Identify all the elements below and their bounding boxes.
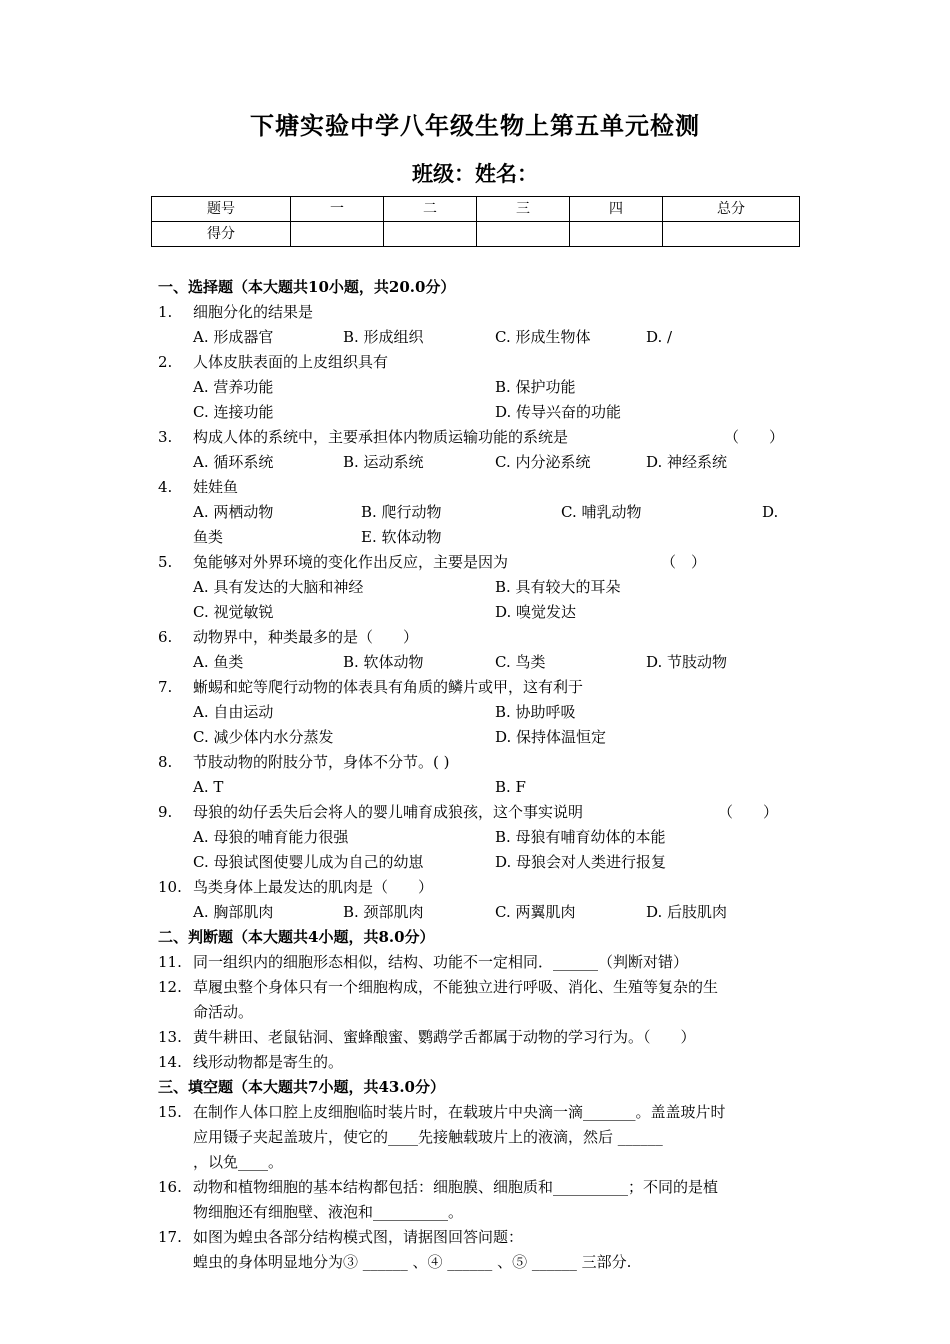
question-number: 1. — [158, 303, 173, 321]
header-cell: 总分 — [663, 197, 800, 222]
question-3-options — [158, 450, 798, 475]
question-number: 8. — [158, 753, 173, 771]
question-text: 母狼的幼仔丢失后会将人的婴儿哺育成狼孩，这个事实说明 — [193, 803, 584, 821]
question-number: 5. — [158, 553, 173, 571]
option-c[interactable]: C. 形成生物体 — [495, 328, 591, 346]
question-text: 鸟类身体上最发达的肌肉是（ ） — [193, 878, 434, 896]
question-16 — [158, 1175, 798, 1200]
option-a[interactable]: A. T — [193, 778, 224, 796]
option-c[interactable]: C. 哺乳动物 — [561, 503, 642, 521]
question-6 — [158, 625, 798, 650]
question-text-continued: ，以免____。 — [193, 1153, 284, 1171]
question-16-continued — [158, 1200, 798, 1225]
question-number: 7. — [158, 678, 173, 696]
question-11 — [158, 950, 798, 975]
question-15-continued — [158, 1125, 798, 1150]
question-number: 10. — [158, 878, 182, 896]
answer-paren: （ ） — [661, 553, 707, 571]
question-text-continued: 应用镊子夹起盖玻片，使它的____先接触载玻片上的液滴，然后 ______ — [193, 1128, 663, 1146]
question-text: 细胞分化的结果是 — [193, 303, 314, 321]
option-c[interactable]: C. 视觉敏锐 — [193, 603, 274, 621]
question-number: 16. — [158, 1178, 182, 1196]
option-c[interactable]: C. 减少体内水分蒸发 — [193, 728, 334, 746]
header-cell: 题号 — [152, 197, 291, 222]
option-c[interactable]: C. 两翼肌肉 — [495, 903, 576, 921]
question-number: 4. — [158, 478, 173, 496]
question-9 — [158, 800, 798, 825]
option-e[interactable]: E. 软体动物 — [361, 528, 442, 546]
option-a[interactable]: A. 形成器官 — [193, 328, 274, 346]
question-list — [158, 275, 798, 1275]
option-d[interactable]: D. 嗅觉发达 — [495, 603, 577, 621]
question-text: 节肢动物的附肢分节，身体不分节。( ) — [193, 753, 450, 771]
question-1-options — [158, 325, 798, 350]
option-a[interactable]: A. 母狼的哺育能力很强 — [193, 828, 349, 846]
option-d[interactable]: D. 母狼会对人类进行报复 — [495, 853, 667, 871]
question-number: 11. — [158, 953, 182, 971]
question-7 — [158, 675, 798, 700]
question-1 — [158, 300, 798, 325]
option-c[interactable]: C. 鸟类 — [495, 653, 546, 671]
question-number: 17. — [158, 1228, 182, 1246]
option-a[interactable]: A. 鱼类 — [193, 653, 244, 671]
option-a[interactable]: A. 胸部肌肉 — [193, 903, 274, 921]
question-number: 13. — [158, 1028, 182, 1046]
question-text: 构成人体的系统中，主要承担体内物质运输功能的系统是 — [193, 428, 569, 446]
section-heading-judge: 二、判断题（本大题共4小题，共8.0分） — [158, 928, 435, 946]
option-d-text: 鱼类 — [193, 528, 224, 546]
question-text: 人体皮肤表面的上皮组织具有 — [193, 353, 389, 371]
question-10 — [158, 875, 798, 900]
question-number: 14. — [158, 1053, 182, 1071]
question-4-options-row2 — [158, 525, 798, 550]
question-2-options-row2 — [158, 400, 798, 425]
question-3 — [158, 425, 798, 450]
option-d[interactable]: D. 节肢动物 — [646, 653, 728, 671]
question-text: 动物界中，种类最多的是（ ） — [193, 628, 419, 646]
score-cell[interactable] — [291, 222, 384, 247]
option-b[interactable]: B. 具有较大的耳朵 — [495, 578, 621, 596]
option-b[interactable]: B. F — [495, 778, 526, 796]
question-text-continued: 命活动。 — [193, 1003, 254, 1021]
option-b[interactable]: B. 运动系统 — [343, 453, 424, 471]
question-text: 蜥蜴和蛇等爬行动物的体表具有角质的鳞片或甲，这有利于 — [193, 678, 584, 696]
question-5 — [158, 550, 798, 575]
question-text: 如图为蝗虫各部分结构模式图，请据图回答问题： — [193, 1228, 524, 1246]
option-d[interactable]: D. 后肢肌肉 — [646, 903, 728, 921]
option-b[interactable]: B. 母狼有哺育幼体的本能 — [495, 828, 666, 846]
question-text-continued: 物细胞还有细胞壁、液泡和__________。 — [193, 1203, 464, 1221]
option-b[interactable]: B. 爬行动物 — [361, 503, 442, 521]
page-title: 下塘实验中学八年级生物上第五单元检测 — [250, 111, 700, 140]
question-text: 动物和植物细胞的基本结构都包括：细胞膜、细胞质和__________；不同的是植 — [193, 1178, 719, 1196]
option-b[interactable]: B. 颈部肌肉 — [343, 903, 424, 921]
question-6-options — [158, 650, 798, 675]
option-c[interactable]: C. 连接功能 — [193, 403, 274, 421]
option-d[interactable]: D. 保持体温恒定 — [495, 728, 607, 746]
option-c[interactable]: C. 母狼试图使婴儿成为自己的幼崽 — [193, 853, 424, 871]
question-4-options-row1 — [158, 500, 798, 525]
option-d[interactable]: D. 神经系统 — [646, 453, 728, 471]
question-text: 黄牛耕田、老鼠钻洞、蜜蜂酿蜜、鹦鹉学舌都属于动物的学习行为。（ ） — [193, 1028, 696, 1046]
answer-paren: （ ） — [718, 803, 779, 821]
option-d[interactable]: D. — [762, 503, 779, 521]
row-label-cell: 得分 — [152, 222, 291, 247]
question-7-options-row1 — [158, 700, 798, 725]
question-15 — [158, 1100, 798, 1125]
header-cell: 一 — [291, 197, 384, 222]
question-10-options — [158, 900, 798, 925]
option-a[interactable]: A. 营养功能 — [193, 378, 274, 396]
question-text: 兔能够对外界环境的变化作出反应，主要是因为 — [193, 553, 509, 571]
question-number: 12. — [158, 978, 182, 996]
option-b[interactable]: B. 协助呼吸 — [495, 703, 576, 721]
score-table-score-row — [152, 222, 800, 247]
header-cell: 二 — [384, 197, 477, 222]
header-cell: 四 — [570, 197, 663, 222]
question-text: 在制作人体口腔上皮细胞临时装片时，在载玻片中央滴一滴_______。盖盖玻片时 — [193, 1103, 726, 1121]
option-d[interactable]: D. / — [646, 328, 673, 346]
option-a[interactable]: A. 具有发达的大脑和神经 — [193, 578, 364, 596]
question-5-options-row2 — [158, 600, 798, 625]
question-text: 线形动物都是寄生的。 — [193, 1053, 344, 1071]
question-17-continued — [158, 1250, 798, 1275]
answer-paren: （ ） — [724, 428, 785, 446]
class-name-line: 班级：姓名： — [412, 161, 538, 186]
question-text: 同一组织内的细胞形态相似，结构、功能不一定相同．______（判断对错） — [193, 953, 689, 971]
question-12-continued — [158, 1000, 798, 1025]
option-b[interactable]: B. 软体动物 — [343, 653, 424, 671]
question-text-continued: 蝗虫的身体明显地分为③ ______ 、④ ______ 、⑤ ______ 三部分. — [193, 1253, 632, 1271]
question-number: 15. — [158, 1103, 182, 1121]
question-text: 草履虫整个身体只有一个细胞构成，不能独立进行呼吸、消化、生殖等复杂的生 — [193, 978, 719, 996]
question-12 — [158, 975, 798, 1000]
header-cell: 三 — [477, 197, 570, 222]
question-17 — [158, 1225, 798, 1250]
option-a[interactable]: A. 循环系统 — [193, 453, 274, 471]
option-a[interactable]: A. 自由运动 — [193, 703, 274, 721]
question-5-options-row1 — [158, 575, 798, 600]
question-13 — [158, 1025, 798, 1050]
question-9-options-row2 — [158, 850, 798, 875]
question-14 — [158, 1050, 798, 1075]
question-number: 6. — [158, 628, 173, 646]
question-15-continued-2 — [158, 1150, 798, 1175]
question-2-options-row1 — [158, 375, 798, 400]
option-d[interactable]: D. 传导兴奋的功能 — [495, 403, 622, 421]
question-8-options — [158, 775, 798, 800]
question-text: 娃娃鱼 — [193, 478, 239, 496]
option-b[interactable]: B. 形成组织 — [343, 328, 424, 346]
question-4 — [158, 475, 798, 500]
section-heading-choice: 一、选择题（本大题共10小题，共20.0分） — [158, 278, 456, 296]
score-cell[interactable] — [663, 222, 800, 247]
question-9-options-row1 — [158, 825, 798, 850]
option-c[interactable]: C. 内分泌系统 — [495, 453, 591, 471]
score-cell[interactable] — [570, 222, 663, 247]
question-8 — [158, 750, 798, 775]
score-cell[interactable] — [477, 222, 570, 247]
question-number: 9. — [158, 803, 173, 821]
question-number: 3. — [158, 428, 173, 446]
question-7-options-row2 — [158, 725, 798, 750]
question-2 — [158, 350, 798, 375]
score-table-header-row — [152, 197, 800, 222]
section-heading-fill: 三、填空题（本大题共7小题，共43.0分） — [158, 1078, 445, 1096]
option-a[interactable]: A. 两栖动物 — [193, 503, 274, 521]
score-table — [151, 196, 800, 247]
question-number: 2. — [158, 353, 173, 371]
option-b[interactable]: B. 保护功能 — [495, 378, 576, 396]
score-cell[interactable] — [384, 222, 477, 247]
